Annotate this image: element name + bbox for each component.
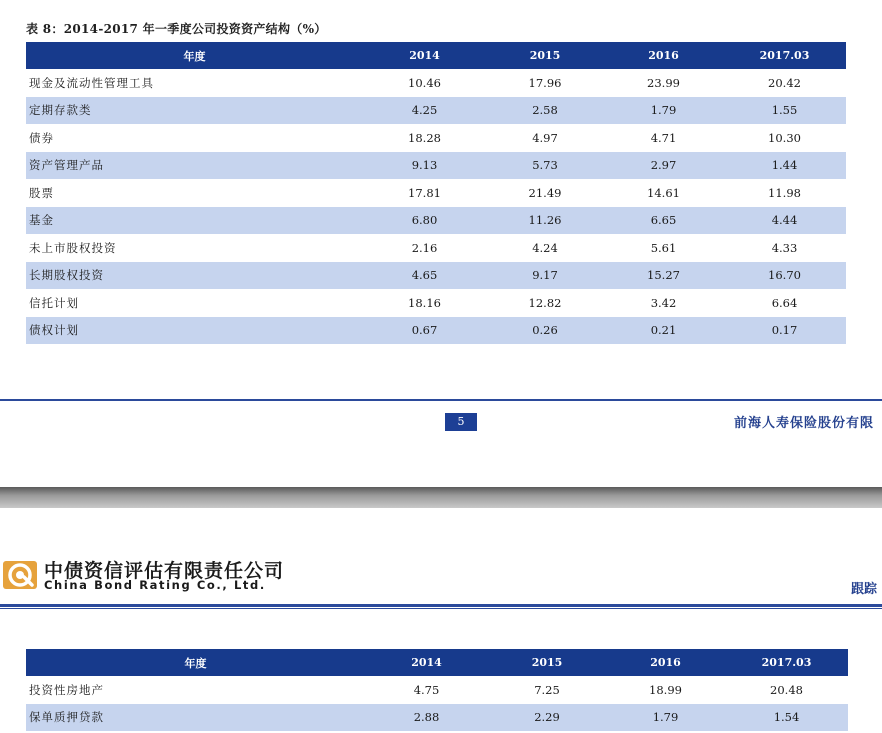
- table-cell: 4.75: [413, 682, 440, 697]
- table-row: [26, 69, 846, 97]
- table-cell: 11.98: [768, 185, 801, 200]
- table-cell: 4.24: [532, 240, 558, 255]
- table-cell: 10.30: [768, 130, 801, 145]
- header-cell: 2014: [363, 42, 486, 69]
- table-cell: 0.21: [604, 317, 723, 345]
- table-cell: 1.55: [723, 97, 846, 125]
- row-label: 保单质押贷款: [26, 704, 365, 732]
- row-label: 现金及流动性管理工具: [29, 75, 154, 90]
- table-cell: 3.42: [650, 295, 677, 310]
- table-cell: 1.79: [606, 704, 725, 732]
- table-cell: 1.44: [723, 152, 846, 180]
- header-cell: 年度: [26, 42, 363, 69]
- row-label: 股票: [29, 185, 54, 200]
- document-page-2: [0, 508, 882, 733]
- table-cell: 4.25: [363, 97, 486, 125]
- china-bond-rating-logo: [2, 560, 38, 590]
- header-cell: 2015: [488, 649, 606, 676]
- investment-asset-structure-table-continued: [26, 649, 848, 731]
- table-caption: 表 8：2014-2017 年一季度公司投资资产结构（%）: [26, 22, 327, 36]
- table-cell: 4.71: [650, 130, 677, 145]
- header-cell: 2016: [604, 42, 723, 69]
- table-cell: 5.61: [650, 240, 677, 255]
- table-cell: 20.42: [768, 75, 801, 90]
- table-cell: 20.48: [770, 682, 803, 697]
- table-cell: 4.44: [723, 207, 846, 235]
- row-label: 资产管理产品: [26, 152, 363, 180]
- table-row: [26, 152, 846, 180]
- table-row: [26, 124, 846, 152]
- table-cell: 0.67: [363, 317, 486, 345]
- table-cell: 0.17: [723, 317, 846, 345]
- table-cell: 2.29: [488, 704, 606, 732]
- table-cell: 18.16: [408, 295, 441, 310]
- table-row: [26, 676, 848, 704]
- table-cell: 23.99: [647, 75, 680, 90]
- table-cell: 4.65: [363, 262, 486, 290]
- row-label: 信托计划: [29, 295, 79, 310]
- table-cell: 14.61: [647, 185, 680, 200]
- table-row: [26, 207, 846, 235]
- table-row: [26, 704, 848, 732]
- table-row: [26, 97, 846, 125]
- header-cell: 2015: [486, 42, 604, 69]
- table-cell: 2.97: [604, 152, 723, 180]
- row-label: 债权计划: [26, 317, 363, 345]
- table-cell: 18.99: [649, 682, 682, 697]
- table-cell: 10.46: [408, 75, 441, 90]
- table-cell: 6.80: [363, 207, 486, 235]
- table-cell: 15.27: [604, 262, 723, 290]
- table-row: [26, 179, 846, 207]
- table-cell: 2.58: [486, 97, 604, 125]
- table-cell: 6.64: [771, 295, 798, 310]
- row-label: 长期股权投资: [26, 262, 363, 290]
- header-cell: 年度: [26, 649, 365, 676]
- table-cell: 5.73: [486, 152, 604, 180]
- table-cell: 11.26: [486, 207, 604, 235]
- table-cell: 6.65: [604, 207, 723, 235]
- row-label: 债券: [29, 130, 54, 145]
- company-name-cn: 中债资信评估有限责任公司: [44, 560, 285, 582]
- report-header-label: 跟踪: [851, 582, 878, 597]
- table-cell: 0.26: [486, 317, 604, 345]
- row-label: 基金: [26, 207, 363, 235]
- table-cell: 18.28: [408, 130, 441, 145]
- table-cell: 17.96: [528, 75, 562, 90]
- header-rule-thin: [0, 608, 882, 609]
- row-label: 定期存款类: [26, 97, 363, 125]
- table-cell: 7.25: [534, 682, 560, 697]
- table-header-row: [26, 42, 846, 69]
- table-cell: 2.88: [365, 704, 488, 732]
- table-cell: 2.16: [411, 240, 438, 255]
- table-cell: 4.97: [532, 130, 558, 145]
- row-label: 未上市股权投资: [29, 240, 117, 255]
- company-name-en: China Bond Rating Co., Ltd.: [44, 578, 266, 592]
- table-row: [26, 262, 846, 290]
- table-cell: 12.82: [528, 295, 562, 310]
- header-cell: 2017.03: [723, 42, 846, 69]
- table-cell: 9.13: [363, 152, 486, 180]
- table-cell: 17.81: [408, 185, 441, 200]
- page-number: 5: [445, 413, 477, 431]
- investment-asset-structure-table: [26, 42, 846, 344]
- page-gap: [0, 487, 882, 508]
- table-header-row: [26, 649, 848, 676]
- header-cell: 2016: [606, 649, 725, 676]
- table-cell: 1.79: [604, 97, 723, 125]
- header-rule: [0, 604, 882, 607]
- row-label: 投资性房地产: [29, 682, 104, 697]
- table-cell: 21.49: [528, 185, 562, 200]
- table-row: [26, 317, 846, 345]
- table-cell: 4.33: [771, 240, 798, 255]
- header-cell: 2017.03: [725, 649, 848, 676]
- table-cell: 9.17: [486, 262, 604, 290]
- footer-rule: [0, 399, 882, 401]
- company-footer: 前海人寿保险股份有限: [734, 416, 875, 431]
- table-cell: 1.54: [725, 704, 848, 732]
- table-row: [26, 234, 846, 262]
- header-cell: 2014: [365, 649, 488, 676]
- table-cell: 16.70: [723, 262, 846, 290]
- table-row: [26, 289, 846, 317]
